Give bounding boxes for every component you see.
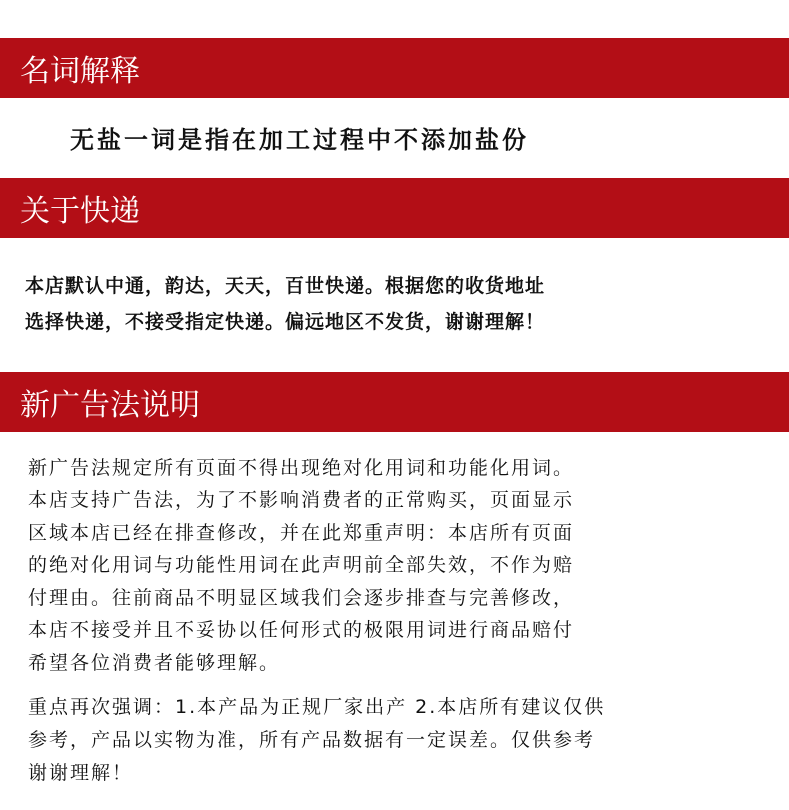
ad-law-text-line: 付理由。往前商品不明显区域我们会逐步排查与完善修改， [28,587,575,609]
emphasis-text-line: 谢谢理解！ [28,762,134,784]
section-title: 关于快递 [20,194,140,229]
ad-law-text-line: 本店不接受并且不妥协以任何形式的极限用词进行商品赔付 [28,619,575,641]
definition-text: 无盐一词是指在加工过程中不添加盐份 [70,126,529,154]
section-title: 名词解释 [20,54,140,89]
ad-law-text-line: 的绝对化用词与功能性用词在此声明前全部失效，不作为赔 [28,554,575,576]
shipping-text-line: 选择快递，不接受指定快递。偏远地区不发货，谢谢理解！ [25,311,546,333]
ad-law-text-line: 区域本店已经在排查修改，并在此郑重声明：本店所有页面 [28,522,575,544]
shipping-text-line: 本店默认中通，韵达，天天，百世快递。根据您的收货地址 [25,275,546,297]
section-title: 新广告法说明 [20,388,200,423]
section-header-shipping [0,178,789,238]
emphasis-text-line: 参考，产品以实物为准，所有产品数据有一定误差。仅供参考 [28,729,596,751]
emphasis-text-line: 重点再次强调：1.本产品为正规厂家出产 2.本店所有建议仅供 [28,696,606,718]
section-header-ad-law [0,372,789,432]
ad-law-text-line: 新广告法规定所有页面不得出现绝对化用词和功能化用词。 [28,457,575,479]
section-header-definition [0,38,789,98]
ad-law-text-line: 希望各位消费者能够理解。 [28,652,281,674]
ad-law-text-line: 本店支持广告法，为了不影响消费者的正常购买，页面显示 [28,489,575,511]
